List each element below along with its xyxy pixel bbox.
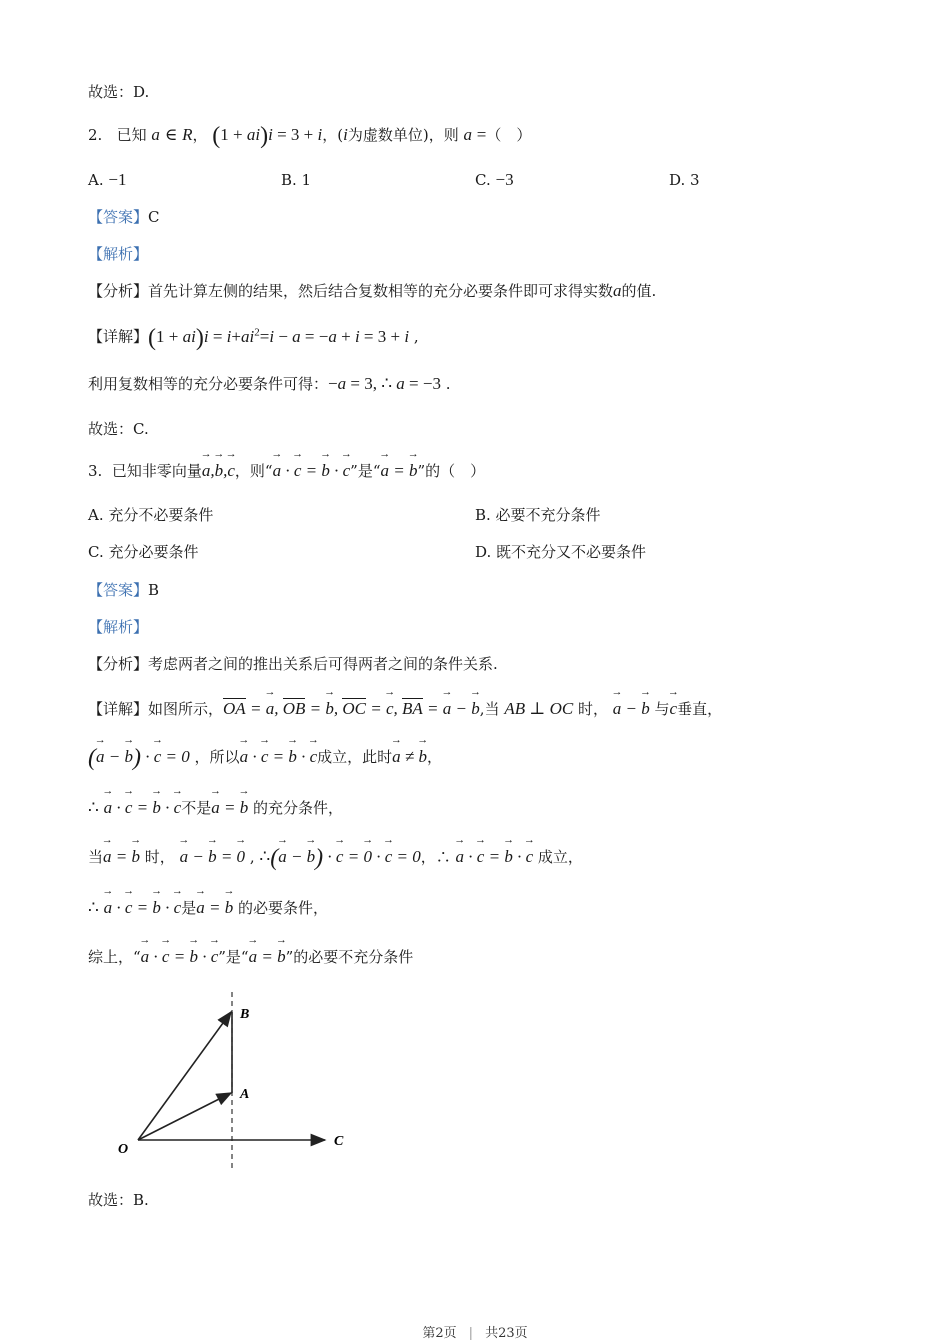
q3-option-b: B. 必要不充分条件 [475,506,601,524]
q2-detail: 【详解】$(1 + ai)i = i+ai^2=i - a = -a + i = 3 + i$ , [88,324,419,351]
q3-choose: 故选：B. [88,1191,149,1209]
q3-option-c: C. 充分必要条件 [88,543,199,561]
label-c: C [334,1134,344,1149]
q2-analysis-heading: 【解析】 [88,245,149,263]
q3-detail-1: 【详解】如图所示，OA = → a, OB = → b, OC = → c, BA = → a − → b,当 AB ⊥ OC 时， → a − → b 与→ c垂直， [88,698,722,720]
q3-detail-2: (→ a − → b) · → c = 0 ，所以→ a · → c = → b · → c成立，此时→ a ≠ → b， [88,746,442,769]
q3-option-a: A. 充分不必要条件 [88,506,214,524]
vector-ob [138,1012,231,1140]
q2-option-b: B. 1 [281,171,312,189]
vector-oa [138,1093,231,1140]
q3-fenxi: 【分析】考虑两者之间的推出关系后可得两者之间的条件关系. [88,655,498,673]
vector-diagram [110,990,390,1180]
page-total: 共23页 [485,1326,528,1341]
q3-detail-6: 综上，“→ a · → c = → b · → c”是“→ a = → b”的必要不充分条件 [88,946,413,968]
label-a: A [240,1087,250,1102]
q2-choose: 故选：C. [88,420,149,438]
q3-answer: 【答案】B [88,581,160,599]
page-footer: 第2页 | 共23页 [422,1326,528,1341]
q2-conclusion: 利用复数相等的充分必要条件可得：−a = 3, ∴ a = −3 . [88,374,451,393]
line-choose-d: 故选：D. [88,83,150,101]
q2-option-c: C. −3 [475,170,514,189]
q2-stem: 2. 已知 a ∈ R， (1 + ai)i = 3 + i，(i为虚数单位)，则 a =（ ） [88,123,532,149]
q3-stem: 3. 已知非零向量→ a,→ b,→ c，则“→ a · → c = → b · → c”是“→ a = → b”的（ ） [88,460,485,482]
label-o: O [118,1142,129,1157]
q3-detail-4: 当→ a = → b 时， → a − → b = → 0 , ∴(→ a − → b) · → c = → 0 · → c = 0，∴ → a · → c = → b · → c 成立， [88,846,583,869]
q3-detail-5: ∴ → a · → c = → b · → c是→ a = → b 的必要条件， [88,897,328,919]
q2-option-d: D. 3 [669,171,700,189]
q3-analysis-heading: 【解析】 [88,618,149,636]
q3-detail-3: ∴ → a · → c = → b · → c不是→ a = → b 的充分条件， [88,797,343,819]
label-b: B [240,1007,250,1022]
q2-option-a: A. −1 [88,170,127,189]
q2-fenxi: 【分析】首先计算左侧的结果，然后结合复数相等的充分必要条件即可求得实数a的值. [88,281,657,300]
q3-option-d: D. 既不充分又不必要条件 [475,543,647,561]
page-number: 第2页 [422,1326,457,1341]
q2-answer: 【答案】C [88,208,160,226]
